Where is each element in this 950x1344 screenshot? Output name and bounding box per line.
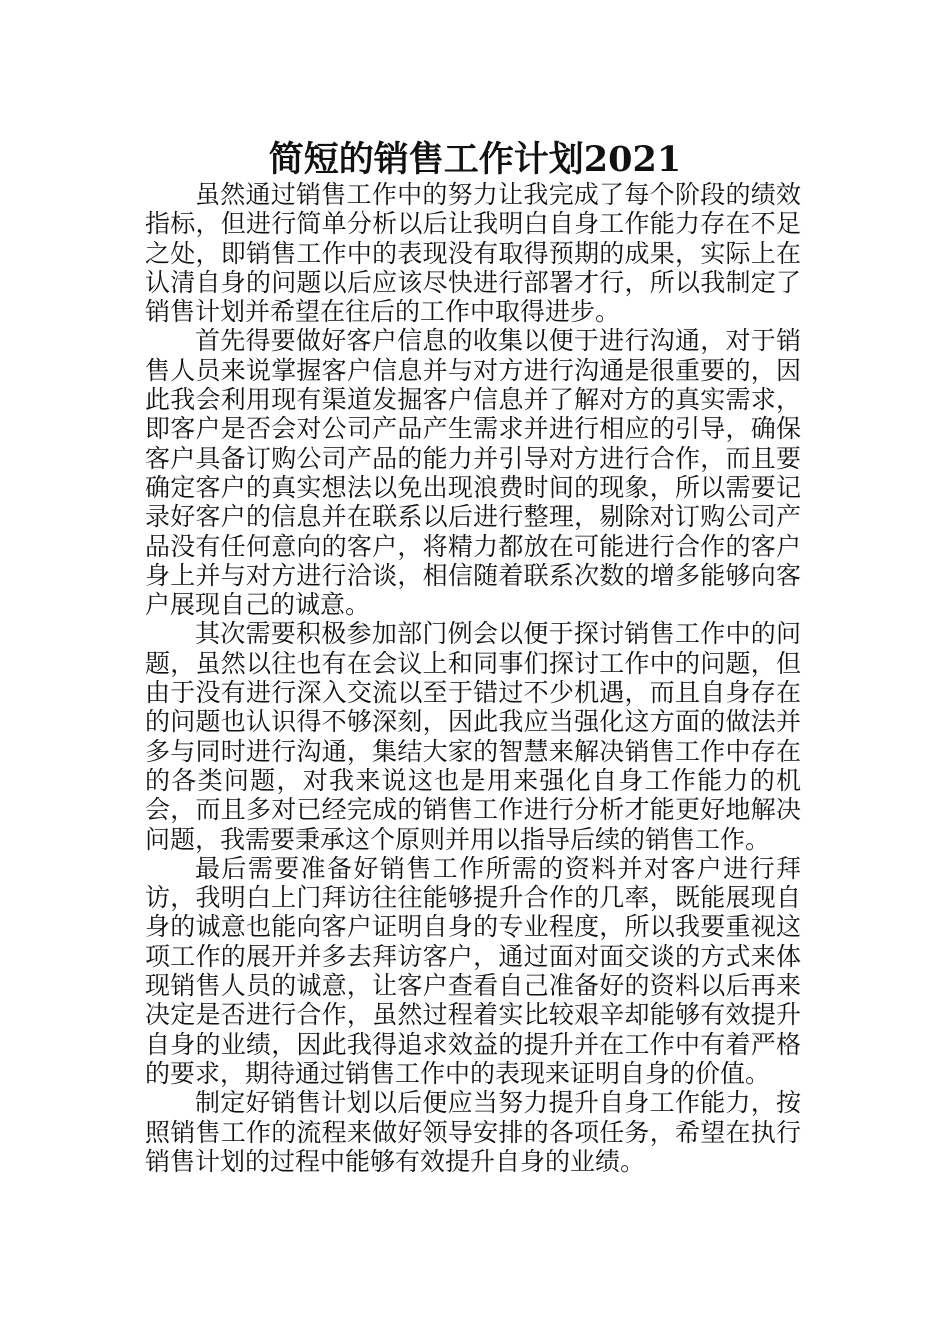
document-body xyxy=(145,180,801,1176)
paragraph-1: 虽然通过销售工作中的努力让我完成了每个阶段的绩效指标，但进行简单分析以后让我明白自身工作能力存在不足之处，即销售工作中的表现没有取得预期的成果，实际上在认清自身的问题以后应该尽快进行部署才行，所以我制定了销售计划并希望在往后的工作中取得进步。 xyxy=(145,180,801,327)
paragraph-2: 首先得要做好客户信息的收集以便于进行沟通，对于销售人员来说掌握客户信息并与对方进行沟通是很重要的，因此我会利用现有渠道发掘客户信息并了解对方的真实需求，即客户是否会对公司产品产生需求并进行相应的引导，确保客户具备订购公司产品的能力并引导对方进行合作，而且要确定客户的真实想法以免出现浪费时间的现象，所以需要记录好客户的信息并在联系以后进行整理，剔除对订购公司产品没有任何意向的客户，将精力都放在可能进行合作的客户身上并与对方进行洽谈，相信随着联系次数的增多能够向客户展现自己的诚意。 xyxy=(145,326,801,620)
paragraph-5: 制定好销售计划以后便应当努力提升自身工作能力，按照销售工作的流程来做好领导安排的各项任务，希望在执行销售计划的过程中能够有效提升自身的业绩。 xyxy=(145,1088,801,1176)
document-title: 简短的销售工作计划2021 xyxy=(268,139,682,180)
paragraph-3: 其次需要积极参加部门例会以便于探讨销售工作中的问题，虽然以往也有在会议上和同事们探讨工作中的问题，但由于没有进行深入交流以至于错过不少机遇，而且自身存在的问题也认识得不够深刻，因此我应当强化这方面的做法并多与同时进行沟通，集结大家的智慧来解决销售工作中存在的各类问题，对我来说这也是用来强化自身工作能力的机会，而且多对已经完成的销售工作进行分析才能更好地解决问题，我需要秉承这个原则并用以指导后续的销售工作。 xyxy=(145,619,801,854)
paragraph-4: 最后需要准备好销售工作所需的资料并对客户进行拜访，我明白上门拜访往往能够提升合作的几率，既能展现自身的诚意也能向客户证明自身的专业程度，所以我要重视这项工作的展开并多去拜访客户，通过面对面交谈的方式来体现销售人员的诚意，让客户查看自己准备好的资料以后再来决定是否进行合作，虽然过程着实比较艰辛却能够有效提升自身的业绩，因此我得追求效益的提升并在工作中有着严格的要求，期待通过销售工作中的表现来证明自身的价值。 xyxy=(145,853,801,1088)
